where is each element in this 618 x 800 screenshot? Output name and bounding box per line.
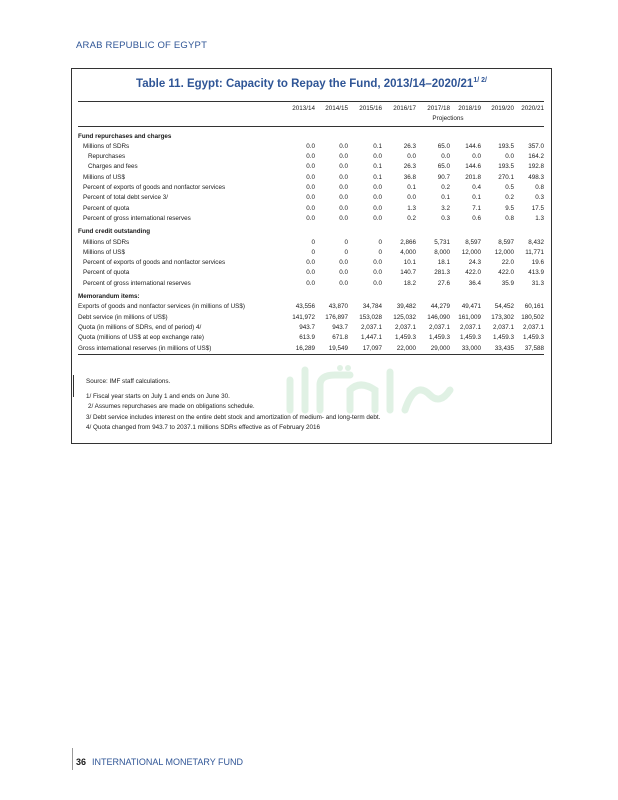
table-cell: 19.6 [531, 259, 544, 267]
table-cell: 49,471 [461, 303, 481, 311]
table-row [78, 279, 544, 289]
table-cell: 422.0 [465, 269, 481, 277]
table-cell: 0.0 [339, 163, 348, 171]
table-cell: 193.5 [498, 163, 514, 171]
table-cell: 0.0 [306, 214, 315, 222]
table-row [78, 268, 544, 278]
table-cell: 0.0 [306, 142, 315, 150]
table-row [78, 323, 544, 333]
section-header-row [78, 224, 544, 237]
table-cell: 0.0 [472, 153, 481, 161]
table-cell: 31.3 [531, 279, 544, 287]
table-cell: 0.0 [339, 173, 348, 181]
table-cell: 0.0 [339, 142, 348, 150]
col-header: 2016/17 [382, 102, 416, 115]
table-cell: 54,452 [494, 303, 514, 311]
table-cell: 0.0 [306, 279, 315, 287]
table-cell: 0.0 [306, 173, 315, 181]
table-row [78, 193, 544, 203]
table-cell: 0.0 [306, 153, 315, 161]
projections-label: Projections [382, 114, 514, 126]
table-cell: 498.3 [528, 173, 544, 181]
table-cell: 0.0 [373, 184, 382, 192]
table-cell: 146,090 [427, 313, 450, 321]
col-header: 2013/14 [282, 102, 315, 115]
table-cell: 1,447.1 [360, 334, 382, 342]
table-cell: 0.2 [441, 184, 450, 192]
table-cell: 0 [344, 238, 348, 246]
table-cell: 193.5 [498, 142, 514, 150]
table-cell: 0.0 [339, 259, 348, 267]
table-cell: 10.1 [403, 259, 416, 267]
table-cell: 0.1 [373, 173, 382, 181]
table-cell: 0.1 [373, 142, 382, 150]
table-cell: 0.4 [472, 184, 481, 192]
table-cell: 2,037.1 [428, 323, 450, 331]
table-cell: 0.0 [407, 153, 416, 161]
table-cell: 2,866 [400, 238, 416, 246]
footnote: 3/ Debt service includes interest on the entire debt stock and amortization of medium- and long-term debt. [86, 413, 381, 421]
row-label: Quota (millions of US$ at eop exchange rate) [78, 334, 205, 342]
table-cell: 0.0 [373, 194, 382, 202]
table-cell: 1,459.3 [492, 334, 514, 342]
footer-rule [72, 748, 73, 770]
table-cell: 0.0 [339, 204, 348, 212]
table-cell: 43,870 [328, 303, 348, 311]
page-number: 36 [76, 757, 87, 767]
table-cell: 0.0 [306, 269, 315, 277]
table-row [78, 142, 544, 152]
table-cell: 0.0 [306, 204, 315, 212]
table-cell: 0.3 [535, 194, 544, 202]
table-row [78, 313, 544, 323]
table-cell: 29,000 [430, 344, 450, 352]
source-note: Source: IMF staff calculations. [86, 378, 171, 385]
table-row [78, 173, 544, 183]
table-cell: 0 [311, 248, 315, 256]
footnote: 1/ Fiscal year starts on July 1 and ends on June 30. [86, 392, 230, 400]
table-cell: 18.2 [403, 279, 416, 287]
table-cell: 26.3 [403, 142, 416, 150]
capacity-table [78, 101, 544, 357]
table-cell: 0.0 [306, 163, 315, 171]
table-cell: 39,482 [396, 303, 416, 311]
row-label: Percent of quota [83, 204, 130, 212]
table-cell: 140.7 [400, 269, 416, 277]
table-cell: 8,597 [465, 238, 481, 246]
table-cell: 8,597 [498, 238, 514, 246]
table-row [78, 258, 544, 268]
table-cell: 5,731 [434, 238, 450, 246]
table-cell: 0.0 [407, 194, 416, 202]
table-cell: 2,037.1 [360, 323, 382, 331]
table-row [78, 238, 544, 248]
section-title: Fund credit outstanding [78, 228, 151, 236]
table-cell: 35.9 [501, 279, 514, 287]
row-label: Percent of exports of goods and nonfactor services [83, 259, 226, 267]
table-cell: 1,459.3 [394, 334, 416, 342]
table-cell: 90.7 [437, 173, 450, 181]
table-cell: 0.0 [339, 153, 348, 161]
table-cell: 17.5 [531, 204, 544, 212]
table-row [78, 214, 544, 224]
table-cell: 44,279 [430, 303, 450, 311]
table-cell: 3.2 [441, 204, 450, 212]
table-cell: 19,549 [328, 344, 348, 352]
table-row [78, 248, 544, 258]
table-cell: 943.7 [332, 323, 348, 331]
table-cell: 281.3 [434, 269, 450, 277]
table-cell: 22,000 [396, 344, 416, 352]
col-header: 2019/20 [481, 102, 514, 115]
table-cell: 0.1 [407, 184, 416, 192]
table-row [78, 204, 544, 214]
title-footnote-refs: 1/ 2/ [473, 77, 487, 84]
table-cell: 22.0 [501, 259, 514, 267]
row-label: Debt service (in millions of US$) [78, 313, 168, 321]
table-cell: 2,037.1 [459, 323, 481, 331]
table-cell: 144.6 [465, 142, 481, 150]
row-label: Charges and fees [88, 163, 138, 171]
table-cell: 1,459.3 [428, 334, 450, 342]
section-header-row [78, 129, 544, 142]
table-body [78, 129, 544, 357]
table-cell: 0.1 [373, 163, 382, 171]
table-cell: 0.3 [441, 214, 450, 222]
table-cell: 27.6 [437, 279, 450, 287]
table-cell: 0.8 [535, 184, 544, 192]
table-cell: 17,097 [362, 344, 382, 352]
table-cell: 16,289 [295, 344, 315, 352]
row-label: Gross international reserves (in millions of US$) [78, 344, 212, 352]
table-cell: 11,771 [525, 248, 544, 256]
table-cell: 0.0 [339, 279, 348, 287]
table-cell: 0 [344, 248, 348, 256]
table-cell: 671.8 [332, 334, 348, 342]
table-cell: 4,000 [400, 248, 416, 256]
table-cell: 422.0 [498, 269, 514, 277]
table-cell: 1.3 [535, 214, 544, 222]
table-cell: 2,037.1 [394, 323, 416, 331]
table-cell: 18.1 [437, 259, 450, 267]
table-cell: 33,435 [494, 344, 514, 352]
row-label: Exports of goods and nonfactor services (in millions of US$) [78, 303, 245, 311]
table-cell: 8,432 [528, 238, 544, 246]
row-label: Percent of gross international reserves [83, 214, 191, 222]
margin-rule [73, 375, 74, 397]
row-label: Millions of US$ [83, 248, 125, 256]
table-cell: 176,897 [325, 313, 348, 321]
section-title: Memorandum items: [78, 293, 140, 301]
table-cell: 12,000 [461, 248, 481, 256]
table-cell: 613.9 [299, 334, 315, 342]
table-cell: 153,028 [359, 313, 382, 321]
table-cell: 8,000 [434, 248, 450, 256]
table-row [78, 162, 544, 172]
footnote: 2/ Assumes repurchases are made on obligations schedule. [88, 403, 255, 410]
table-cell: 1.3 [407, 204, 416, 212]
table-cell: 943.7 [299, 323, 315, 331]
section-title: Fund repurchases and charges [78, 132, 172, 140]
table-cell: 36.4 [468, 279, 481, 287]
table-cell: 0.0 [306, 194, 315, 202]
table-cell: 0.2 [407, 214, 416, 222]
row-label: Quota (in millions of SDRs, end of period) 4/ [78, 323, 202, 331]
table-cell: 12,000 [494, 248, 514, 256]
running-header: ARAB REPUBLIC OF EGYPT [76, 40, 208, 51]
table-cell: 270.1 [498, 173, 514, 181]
table-cell: 0.2 [505, 194, 514, 202]
table-cell: 65.0 [437, 163, 450, 171]
table-row [78, 344, 544, 355]
row-label: Percent of total debt service 3/ [83, 194, 169, 202]
table-cell: 413.9 [528, 269, 544, 277]
table-row [78, 152, 544, 162]
table-cell: 33,000 [461, 344, 481, 352]
table-cell: 1,459.3 [522, 334, 544, 342]
table-cell: 173,302 [491, 313, 514, 321]
table-cell: 2,037.1 [522, 323, 544, 331]
table-cell: 0.0 [505, 153, 514, 161]
table-cell: 0.0 [339, 184, 348, 192]
table-cell: 0.0 [339, 194, 348, 202]
table-row [78, 183, 544, 193]
table-cell: 7.1 [472, 204, 481, 212]
table-row [78, 333, 544, 343]
watermark-logo [280, 360, 460, 420]
table-cell: 0.0 [373, 204, 382, 212]
publisher-name: INTERNATIONAL MONETARY FUND [92, 757, 244, 767]
table-cell: 36.8 [403, 173, 416, 181]
col-header: 2020/21 [514, 102, 544, 115]
table-cell: 0.1 [441, 194, 450, 202]
table-cell: 2,037.1 [492, 323, 514, 331]
table-row [78, 302, 544, 312]
table-cell: 0.8 [505, 214, 514, 222]
table-cell: 1,459.3 [459, 334, 481, 342]
table-cell: 125,032 [393, 313, 416, 321]
table-cell: 60,161 [524, 303, 544, 311]
table-cell: 161,009 [458, 313, 481, 321]
table-cell: 0.0 [373, 279, 382, 287]
table-cell: 0.0 [441, 153, 450, 161]
row-label: Percent of exports of goods and nonfactor services [83, 184, 226, 192]
table-cell: 37,588 [524, 344, 544, 352]
col-header: 2017/18 [416, 102, 450, 115]
table-cell: 201.8 [465, 173, 481, 181]
col-header: 2018/19 [450, 102, 481, 115]
table-cell: 180,502 [521, 313, 544, 321]
table-cell: 192.8 [528, 163, 544, 171]
table-cell: 0.5 [505, 184, 514, 192]
table-cell: 0.0 [339, 269, 348, 277]
col-header: 2014/15 [315, 102, 348, 115]
table-cell: 24.3 [468, 259, 481, 267]
table-cell: 0.0 [373, 214, 382, 222]
table-cell: 357.0 [528, 142, 544, 150]
row-label: Millions of US$ [83, 173, 125, 181]
table-cell: 0.0 [306, 184, 315, 192]
page-footer [76, 757, 243, 767]
table-cell: 65.0 [437, 142, 450, 150]
row-label: Percent of quota [83, 269, 130, 277]
column-header-row [78, 102, 544, 115]
table-cell: 0.0 [373, 269, 382, 277]
table-cell: 0.0 [373, 259, 382, 267]
projections-row [78, 114, 544, 126]
col-header: 2015/16 [348, 102, 382, 115]
table-cell: 0 [311, 238, 315, 246]
row-label: Millions of SDRs [83, 142, 130, 150]
table-title: Table 11. Egypt: Capacity to Repay the Fund, $2013/14-2020/21^{1/ 2/}$ [136, 77, 487, 90]
table-cell: 0.0 [339, 214, 348, 222]
table-cell: 0.6 [472, 214, 481, 222]
footnote: 4/ Quota changed from 943.7 to 2037.1 millions SDRs effective as of February 2016 [86, 424, 321, 431]
section-header-row [78, 289, 544, 302]
table-cell: 26.3 [403, 163, 416, 171]
table-cell: 0.1 [472, 194, 481, 202]
row-label: Percent of gross international reserves [83, 279, 191, 287]
row-label: Repurchases [88, 153, 126, 161]
table-cell: 0 [378, 238, 382, 246]
table-cell: 0.0 [306, 259, 315, 267]
table-cell: 164.2 [528, 153, 544, 161]
table-cell: 0 [378, 248, 382, 256]
table-cell: 144.6 [465, 163, 481, 171]
table-cell: 141,972 [292, 313, 315, 321]
table-cell: 9.5 [505, 204, 514, 212]
table-cell: 34,784 [362, 303, 382, 311]
table-cell: 43,556 [295, 303, 315, 311]
table-cell: 0.0 [373, 153, 382, 161]
row-label: Millions of SDRs [83, 238, 130, 246]
